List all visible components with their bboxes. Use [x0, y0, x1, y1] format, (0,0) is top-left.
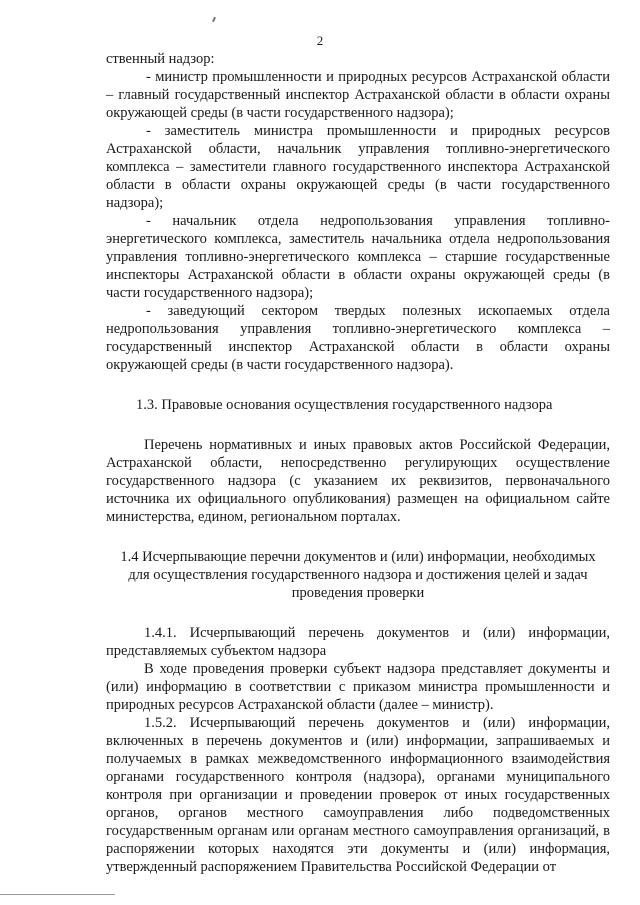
footer-rule [0, 894, 115, 895]
list-item-minister: - министр промышленности и природных ресурсов Астраханской области – главный государственный инспектор Астраханской области в области охраны окружающей среды (в части государственного надзора); [106, 69, 610, 121]
item-1-4-1-body: В ходе проведения проверки субъект надзора представляет документы и (или) информацию в соответствии с приказом министра промышленности и природных ресурсов Астраханской области (далее – министр). [106, 661, 610, 713]
list-item-sector-head: - заведующий сектором твердых полезных ископаемых отдела недропользования управления топливно-энергетического комплекса – государственный инспектор Астраханской области в области охраны окружающей среды (в части государственного надзора). [106, 303, 610, 373]
item-1-4-1: 1.4.1. Исчерпывающий перечень документов и (или) информации, представляемых субъектом надзора [106, 625, 610, 659]
intro-fragment: ственный надзор: [106, 51, 215, 67]
item-1-5-2: 1.5.2. Исчерпывающий перечень документов и (или) информации, включенных в перечень документов и (или) информации, запрашиваемых и получаемых в рамках межведомственного информационного взаимодействия органами государственного контроля (надзора), органами муниципального контроля при организации и проведении проверок от иных государственных органов, органов местного самоуправления либо подведомственных государственным органам или органам местного самоуправления организаций, в распоряжении которых находятся эти документы и (или) информация, утвержденный распоряжением Правительства Российской Федерации от [106, 715, 610, 875]
section-1-4-heading-line-3: проведения проверки [291, 585, 425, 601]
document-body [106, 50, 610, 876]
section-1-4-heading-line-1: 1.4 Исчерпывающие перечни документов и (или) информации, необходимых [120, 549, 596, 565]
section-1-4-heading-line-2: для осуществления государственного надзора и достижения целей и задач [128, 567, 588, 583]
section-1-4-heading [106, 548, 610, 602]
list-item-department-head: - начальник отдела недропользования управления топливно-энергетического комплекса, заместитель начальника отдела недропользования управления топливно-энергетического комплекса – старшие государственные инспекторы Астраханской области в области охраны окружающей среды (в части государственного надзора); [106, 213, 610, 301]
section-1-3-body: Перечень нормативных и иных правовых актов Российской Федерации, Астраханской области, непосредственно регулирующих осуществление государственного надзора (с указанием их реквизитов, первоначального источника их официального опубликования) размещен на официальном сайте министерства, едином, региональном порталах. [106, 437, 610, 525]
list-item-deputy-minister: - заместитель министра промышленности и природных ресурсов Астраханской области, начальник управления топливно-энергетического комплекса – заместители главного государственного инспектора Астраханской области в области охраны окружающей среды (в части государственного надзора); [106, 123, 610, 211]
page-number: 2 [316, 33, 324, 48]
scan-artifact [212, 17, 216, 22]
section-1-3-heading: 1.3. Правовые основания осуществления государственного надзора [136, 397, 553, 413]
